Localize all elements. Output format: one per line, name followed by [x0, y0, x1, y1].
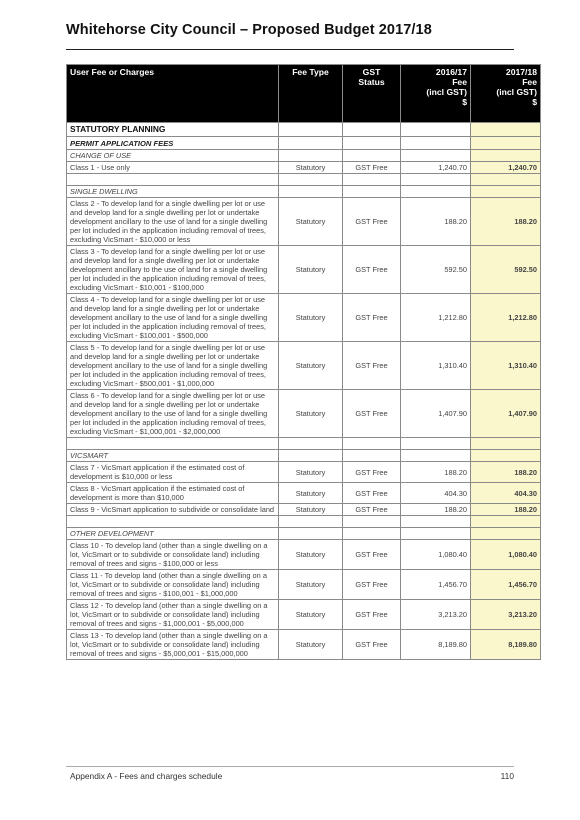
fee-2016-17: 1,212.80	[401, 294, 471, 342]
fee-description: Class 4 - To develop land for a single dwelling per lot or use and develop land for a single dwelling per lot or undertake development ancillary to the use of land for a single dwelling per lot included in the application including removal of trees, excluding VicSmart - $100,001 - $500,000	[67, 294, 279, 342]
empty-cell	[471, 450, 541, 462]
table-row	[67, 246, 541, 294]
fee-type: Statutory	[279, 342, 343, 390]
fee-type: Statutory	[279, 504, 343, 516]
empty-cell	[401, 137, 471, 150]
subsection-heading-row	[67, 137, 541, 150]
empty-cell	[343, 186, 401, 198]
header-line: (incl GST)	[426, 87, 467, 97]
empty-cell	[471, 137, 541, 150]
empty-cell	[343, 438, 401, 450]
header-line: $	[462, 97, 467, 107]
fee-2017-18: 1,407.90	[471, 390, 541, 438]
fee-2017-18: 8,189.80	[471, 630, 541, 660]
category-heading-row	[67, 186, 541, 198]
col-header-fee-type: Fee Type	[279, 65, 343, 123]
table-row	[67, 198, 541, 246]
fee-type: Statutory	[279, 162, 343, 174]
category-heading: OTHER DEVELOPMENT	[67, 528, 279, 540]
footer-divider	[66, 766, 514, 767]
section-heading: STATUTORY PLANNING	[67, 123, 279, 137]
fee-type: Statutory	[279, 390, 343, 438]
empty-cell	[279, 186, 343, 198]
blank-row	[67, 516, 541, 528]
fee-2016-17: 188.20	[401, 504, 471, 516]
empty-cell	[471, 123, 541, 137]
fee-2017-18: 188.20	[471, 462, 541, 483]
table-header	[67, 65, 541, 123]
gst-status: GST Free	[343, 198, 401, 246]
fee-2017-18: 188.20	[471, 504, 541, 516]
empty-cell	[343, 516, 401, 528]
gst-status: GST Free	[343, 540, 401, 570]
empty-cell	[343, 450, 401, 462]
empty-cell	[471, 438, 541, 450]
table-row	[67, 342, 541, 390]
table-row	[67, 162, 541, 174]
fee-description: Class 11 - To develop land (other than a single dwelling on a lot, VicSmart or to subdivide or consolidate land) including removal of trees and signs - $100,001 - $1,000,000	[67, 570, 279, 600]
category-heading-row	[67, 450, 541, 462]
category-heading: SINGLE DWELLING	[67, 186, 279, 198]
col-header-fee-2016-17	[401, 65, 471, 123]
fee-description: Class 6 - To develop land for a single dwelling per lot or use and develop land for a single dwelling per lot or undertake development ancillary to the use of land for a single dwelling per lot included in the application including removal of trees, excluding VicSmart - $1,000,001 - $2,000,000	[67, 390, 279, 438]
table-row	[67, 600, 541, 630]
empty-cell	[279, 450, 343, 462]
fee-type: Statutory	[279, 540, 343, 570]
fee-2016-17: 1,310.40	[401, 342, 471, 390]
gst-status: GST Free	[343, 600, 401, 630]
section-heading-row	[67, 123, 541, 137]
empty-cell	[401, 150, 471, 162]
blank-row	[67, 174, 541, 186]
col-header-name: User Fee or Charges	[67, 65, 279, 123]
fee-2017-18: 188.20	[471, 198, 541, 246]
empty-cell	[67, 174, 279, 186]
subsection-heading: PERMIT APPLICATION FEES	[67, 137, 279, 150]
fees-table	[66, 64, 541, 660]
table-row	[67, 504, 541, 516]
empty-cell	[343, 174, 401, 186]
empty-cell	[279, 516, 343, 528]
fee-type: Statutory	[279, 198, 343, 246]
fee-2016-17: 1,080.40	[401, 540, 471, 570]
page-title: Whitehorse City Council – Proposed Budget 2017/18	[66, 22, 432, 38]
fee-type: Statutory	[279, 630, 343, 660]
table-row	[67, 462, 541, 483]
empty-cell	[67, 516, 279, 528]
empty-cell	[471, 174, 541, 186]
empty-cell	[401, 438, 471, 450]
empty-cell	[279, 174, 343, 186]
gst-status: GST Free	[343, 630, 401, 660]
fee-2017-18: 1,080.40	[471, 540, 541, 570]
col-header-gst-status	[343, 65, 401, 123]
col-header-fee-2017-18	[471, 65, 541, 123]
empty-cell	[471, 516, 541, 528]
empty-cell	[343, 150, 401, 162]
empty-cell	[401, 516, 471, 528]
empty-cell	[343, 137, 401, 150]
empty-cell	[279, 137, 343, 150]
fee-2016-17: 3,213.20	[401, 600, 471, 630]
empty-cell	[279, 150, 343, 162]
fee-2016-17: 1,456.70	[401, 570, 471, 600]
empty-cell	[343, 528, 401, 540]
table-row	[67, 390, 541, 438]
fee-description: Class 1 - Use only	[67, 162, 279, 174]
fee-2017-18: 404.30	[471, 483, 541, 504]
fee-2017-18: 3,213.20	[471, 600, 541, 630]
fee-description: Class 13 - To develop land (other than a single dwelling on a lot, VicSmart or to subdivide or consolidate land) including removal of trees and signs - $5,000,001 - $15,000,000	[67, 630, 279, 660]
footer-text: Appendix A - Fees and charges schedule	[70, 771, 223, 781]
fee-2016-17: 404.30	[401, 483, 471, 504]
fee-2016-17: 188.20	[401, 462, 471, 483]
empty-cell	[401, 450, 471, 462]
fee-type: Statutory	[279, 483, 343, 504]
empty-cell	[471, 150, 541, 162]
page-number: 110	[500, 771, 514, 781]
fee-2017-18: 1,456.70	[471, 570, 541, 600]
header-line: 2017/18	[505, 67, 537, 77]
blank-row	[67, 438, 541, 450]
header-line: GST	[362, 67, 381, 77]
title-divider	[66, 49, 514, 50]
fee-type: Statutory	[279, 570, 343, 600]
fee-type: Statutory	[279, 462, 343, 483]
empty-cell	[471, 528, 541, 540]
fee-2017-18: 1,212.80	[471, 294, 541, 342]
empty-cell	[401, 123, 471, 137]
gst-status: GST Free	[343, 462, 401, 483]
empty-cell	[401, 186, 471, 198]
header-line: Status	[358, 77, 385, 87]
fee-2017-18: 1,240.70	[471, 162, 541, 174]
fee-type: Statutory	[279, 246, 343, 294]
gst-status: GST Free	[343, 570, 401, 600]
empty-cell	[67, 438, 279, 450]
gst-status: GST Free	[343, 162, 401, 174]
category-heading-row	[67, 150, 541, 162]
gst-status: GST Free	[343, 504, 401, 516]
header-line: (incl GST)	[496, 87, 537, 97]
table-row	[67, 483, 541, 504]
gst-status: GST Free	[343, 294, 401, 342]
fee-2016-17: 1,240.70	[401, 162, 471, 174]
empty-cell	[279, 528, 343, 540]
fee-2017-18: 592.50	[471, 246, 541, 294]
table-body	[67, 123, 541, 660]
table-row	[67, 294, 541, 342]
category-heading-row	[67, 528, 541, 540]
fee-2016-17: 188.20	[401, 198, 471, 246]
gst-status: GST Free	[343, 390, 401, 438]
gst-status: GST Free	[343, 483, 401, 504]
fee-2017-18: 1,310.40	[471, 342, 541, 390]
fee-type: Statutory	[279, 600, 343, 630]
empty-cell	[401, 528, 471, 540]
gst-status: GST Free	[343, 246, 401, 294]
fee-2016-17: 592.50	[401, 246, 471, 294]
fee-description: Class 12 - To develop land (other than a single dwelling on a lot, VicSmart or to subdivide or consolidate land) including removal of trees and signs - $1,000,001 - $5,000,000	[67, 600, 279, 630]
table-row	[67, 630, 541, 660]
table-row	[67, 540, 541, 570]
fee-2016-17: 8,189.80	[401, 630, 471, 660]
header-line: $	[532, 97, 537, 107]
fee-2016-17: 1,407.90	[401, 390, 471, 438]
header-line: Fee	[522, 77, 537, 87]
empty-cell	[343, 123, 401, 137]
fee-description: Class 5 - To develop land for a single dwelling per lot or use and develop land for a single dwelling per lot or undertake development ancillary to the use of land for a single dwelling per lot included in the application including removal of trees, excluding VicSmart - $500,001 - $1,000,000	[67, 342, 279, 390]
fee-description: Class 3 - To develop land for a single dwelling per lot or use and develop land for a single dwelling per lot or undertake development ancillary to the use of land for a single dwelling per lot included in the application including removal of trees, excluding VicSmart - $10,001 - $100,000	[67, 246, 279, 294]
header-line: Fee	[452, 77, 467, 87]
header-line: 2016/17	[435, 67, 467, 77]
category-heading: VICSMART	[67, 450, 279, 462]
fee-type: Statutory	[279, 294, 343, 342]
table-row	[67, 570, 541, 600]
gst-status: GST Free	[343, 342, 401, 390]
empty-cell	[401, 174, 471, 186]
empty-cell	[471, 186, 541, 198]
empty-cell	[279, 438, 343, 450]
fee-description: Class 7 - VicSmart application if the estimated cost of development is $10,000 or less	[67, 462, 279, 483]
fee-description: Class 10 - To develop land (other than a single dwelling on a lot, VicSmart or to subdivide or consolidate land) including removal of trees and signs - $100,000 or less	[67, 540, 279, 570]
fee-description: Class 9 - VicSmart application to subdivide or consolidate land	[67, 504, 279, 516]
category-heading: CHANGE OF USE	[67, 150, 279, 162]
empty-cell	[279, 123, 343, 137]
fee-description: Class 2 - To develop land for a single dwelling per lot or use and develop land for a single dwelling per lot or undertake development ancillary to the use of land for a single dwelling per lot included in the application including removal of trees, excluding VicSmart - $10,000 or less	[67, 198, 279, 246]
fee-description: Class 8 - VicSmart application if the estimated cost of development is more than $10,000	[67, 483, 279, 504]
